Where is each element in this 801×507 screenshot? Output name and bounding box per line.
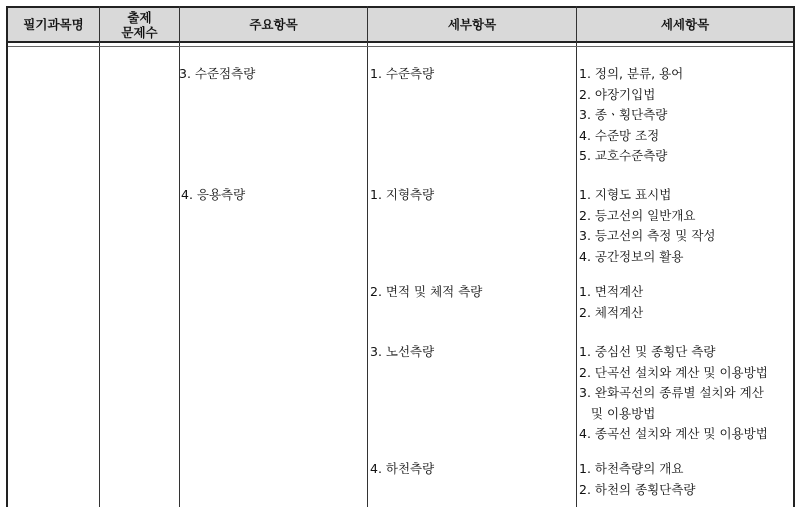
detail-list <box>579 459 695 500</box>
column-divider <box>99 6 100 507</box>
sub-item: 2. 면적 및 체적 측량 <box>370 284 483 299</box>
list-item: 및 이용방법 <box>579 405 656 421</box>
list-item: 2. 등고선의 일반개요 <box>579 207 696 223</box>
sub-item: 1. 지형측량 <box>370 187 435 202</box>
main-item: 4. 응용측량 <box>181 187 246 202</box>
syllabus-table <box>6 6 795 507</box>
header-subject: 필기과목명 <box>23 17 84 32</box>
list-item: 1. 지형도 표시법 <box>579 187 672 202</box>
detail-list <box>579 64 683 167</box>
column-divider <box>576 6 577 507</box>
list-item: 1. 중심선 및 종횡단 측량 <box>579 344 716 359</box>
list-item: 3. 종ㆍ횡단측량 <box>579 107 668 122</box>
list-item: 2. 하천의 종횡단측량 <box>579 481 696 497</box>
table-header <box>8 6 793 43</box>
list-item: 1. 면적계산 <box>579 284 644 299</box>
header-question-count: 출제 문제수 <box>121 9 158 40</box>
header-sub-item: 세부항목 <box>447 17 497 32</box>
list-item: 1. 하천측량의 개요 <box>579 461 684 476</box>
list-item: 4. 종곡선 설치와 계산 및 이용방법 <box>579 426 768 441</box>
sub-item: 1. 수준측량 <box>370 66 435 81</box>
list-item: 4. 수준망 조정 <box>579 127 660 143</box>
list-item: 5. 교호수준측량 <box>579 148 668 163</box>
list-item: 2. 단곡선 설치와 계산 및 이용방법 <box>579 364 768 380</box>
column-divider <box>367 6 368 507</box>
sub-item: 4. 하천측량 <box>370 461 435 476</box>
detail-list <box>579 342 768 445</box>
main-item: 3. 수준점측량 <box>179 66 256 81</box>
list-item: 4. 공간정보의 활용 <box>579 248 684 264</box>
list-item: 2. 야장기입법 <box>579 86 656 102</box>
header-main-item: 주요항목 <box>249 17 298 32</box>
header-separator <box>8 46 793 47</box>
list-item: 1. 정의, 분류, 용어 <box>579 66 684 81</box>
sub-item: 3. 노선측량 <box>370 344 435 359</box>
header-detail-item: 세세항목 <box>660 17 710 32</box>
list-item: 2. 체적계산 <box>579 304 644 320</box>
detail-list <box>579 282 643 323</box>
list-item: 3. 등고선의 측정 및 작성 <box>579 228 716 243</box>
list-item: 3. 완화곡선의 종류별 설치와 계산 <box>579 385 764 400</box>
detail-list <box>579 185 716 267</box>
